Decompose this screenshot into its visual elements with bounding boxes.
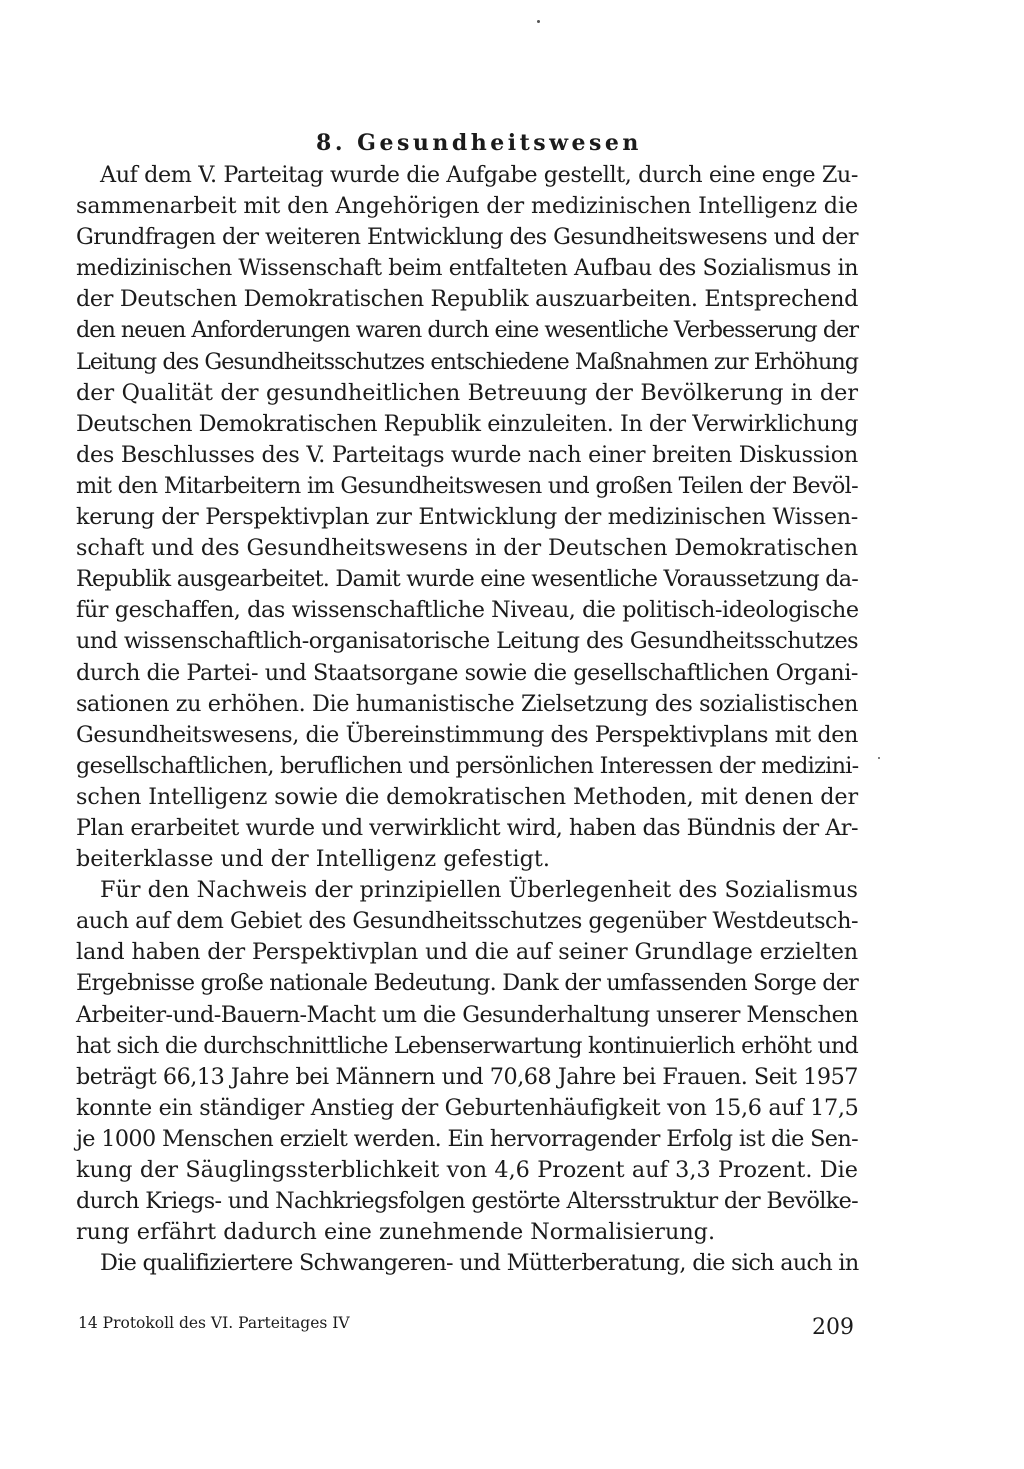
text-line: schaft und des Gesundheitswesens in der Deutschen Demokratischen — [76, 535, 858, 562]
text-line: Arbeiter-und-Bauern-Macht um die Gesunderhaltung unserer Menschen — [76, 1001, 858, 1028]
page-content — [76, 128, 858, 1279]
text-line: den neuen Anforderungen waren durch eine wesentliche Verbesserung der — [76, 317, 858, 344]
text-line: rung erfährt dadurch eine zunehmende Normalisierung. — [76, 1219, 716, 1246]
text-line: kung der Säuglingssterblichkeit von 4,6 Prozent auf 3,3 Prozent. Die — [76, 1157, 858, 1183]
text-line: Grundfragen der weiteren Entwicklung des Gesundheitswesens und der — [76, 224, 859, 251]
text-line: Auf dem V. Parteitag wurde die Aufgabe gestellt, durch eine enge Zu- — [100, 162, 858, 188]
text-line: medizinischen Wissenschaft beim entfalteten Aufbau des Sozialismus in — [76, 255, 858, 282]
text-line: der Deutschen Demokratischen Republik auszuarbeiten. Entsprechend — [76, 286, 859, 313]
paragraph-1 — [76, 160, 858, 875]
paragraph-3 — [76, 1248, 858, 1279]
text-line: durch die Partei- und Staatsorgane sowie die gesellschaftlichen Organi- — [76, 659, 858, 686]
text-line: mit den Mitarbeitern im Gesundheitswesen und großen Teilen der Bevöl- — [76, 472, 858, 499]
text-line: Deutschen Demokratischen Republik einzuleiten. In der Verwirklichung — [76, 410, 858, 437]
scan-speck — [878, 757, 880, 759]
text-line: Für den Nachweis der prinzipiellen Überlegenheit des Sozialismus — [100, 877, 858, 904]
text-line: schen Intelligenz sowie die demokratischen Methoden, mit denen der — [76, 783, 858, 810]
scan-speck — [537, 20, 540, 23]
text-line: konnte ein ständiger Anstieg der Geburtenhäufigkeit von 15,6 auf 17,5 — [76, 1094, 859, 1121]
text-line: je 1000 Menschen erzielt werden. Ein hervorragender Erfolg ist die Sen- — [76, 1125, 858, 1152]
text-line: Republik ausgearbeitet. Damit wurde eine wesentliche Voraussetzung da- — [76, 566, 858, 593]
text-line: sationen zu erhöhen. Die humanistische Zielsetzung des sozialistischen — [76, 690, 858, 717]
text-line: gesellschaftlichen, beruflichen und persönlichen Interessen der medizini- — [76, 752, 859, 779]
paragraph-2 — [76, 875, 858, 1248]
text-line: für geschaffen, das wissenschaftliche Niveau, die politisch-ideologische — [76, 597, 859, 624]
section-heading: 8. Gesundheitswesen — [316, 130, 642, 156]
text-line: der Qualität der gesundheitlichen Betreuung der Bevölkerung in der — [76, 379, 858, 406]
text-line: Plan erarbeitet wurde und verwirklicht wird, haben das Bündnis der Ar- — [76, 814, 858, 841]
text-line: kerung der Perspektivplan zur Entwicklung der medizinischen Wissen- — [76, 504, 858, 531]
text-line: Gesundheitswesens, die Übereinstimmung des Perspektivplans mit den — [76, 721, 858, 748]
text-line: des Beschlusses des V. Parteitags wurde nach einer breiten Diskussion — [76, 441, 858, 468]
text-line: Leitung des Gesundheitsschutzes entschiedene Maßnahmen zur Erhöhung — [76, 348, 858, 375]
text-line: sammenarbeit mit den Angehörigen der medizinischen Intelligenz die — [76, 193, 858, 220]
text-line: durch Kriegs- und Nachkriegsfolgen gestörte Altersstruktur der Bevölke- — [76, 1188, 858, 1215]
text-line: und wissenschaftlich-organisatorische Leitung des Gesundheitsschutzes — [76, 628, 859, 655]
text-line: land haben der Perspektivplan und die auf seiner Grundlage erzielten — [76, 939, 858, 966]
printer-signature: 14 Protokoll des VI. Parteitages IV — [78, 1314, 350, 1332]
text-line: hat sich die durchschnittliche Lebenserwartung kontinuierlich erhöht und — [76, 1032, 858, 1059]
text-line: beträgt 66,13 Jahre bei Männern und 70,68 Jahre bei Frauen. Seit 1957 — [76, 1063, 858, 1090]
text-line: Die qualifiziertere Schwangeren- und Mütterberatung, die sich auch in — [100, 1250, 859, 1277]
text-line: beiterklasse und der Intelligenz gefestigt. — [76, 846, 550, 873]
text-line: auch auf dem Gebiet des Gesundheitsschutzes gegenüber Westdeutsch- — [76, 908, 858, 935]
page-number: 209 — [812, 1315, 854, 1340]
text-line: Ergebnisse große nationale Bedeutung. Dank der umfassenden Sorge der — [76, 970, 858, 997]
